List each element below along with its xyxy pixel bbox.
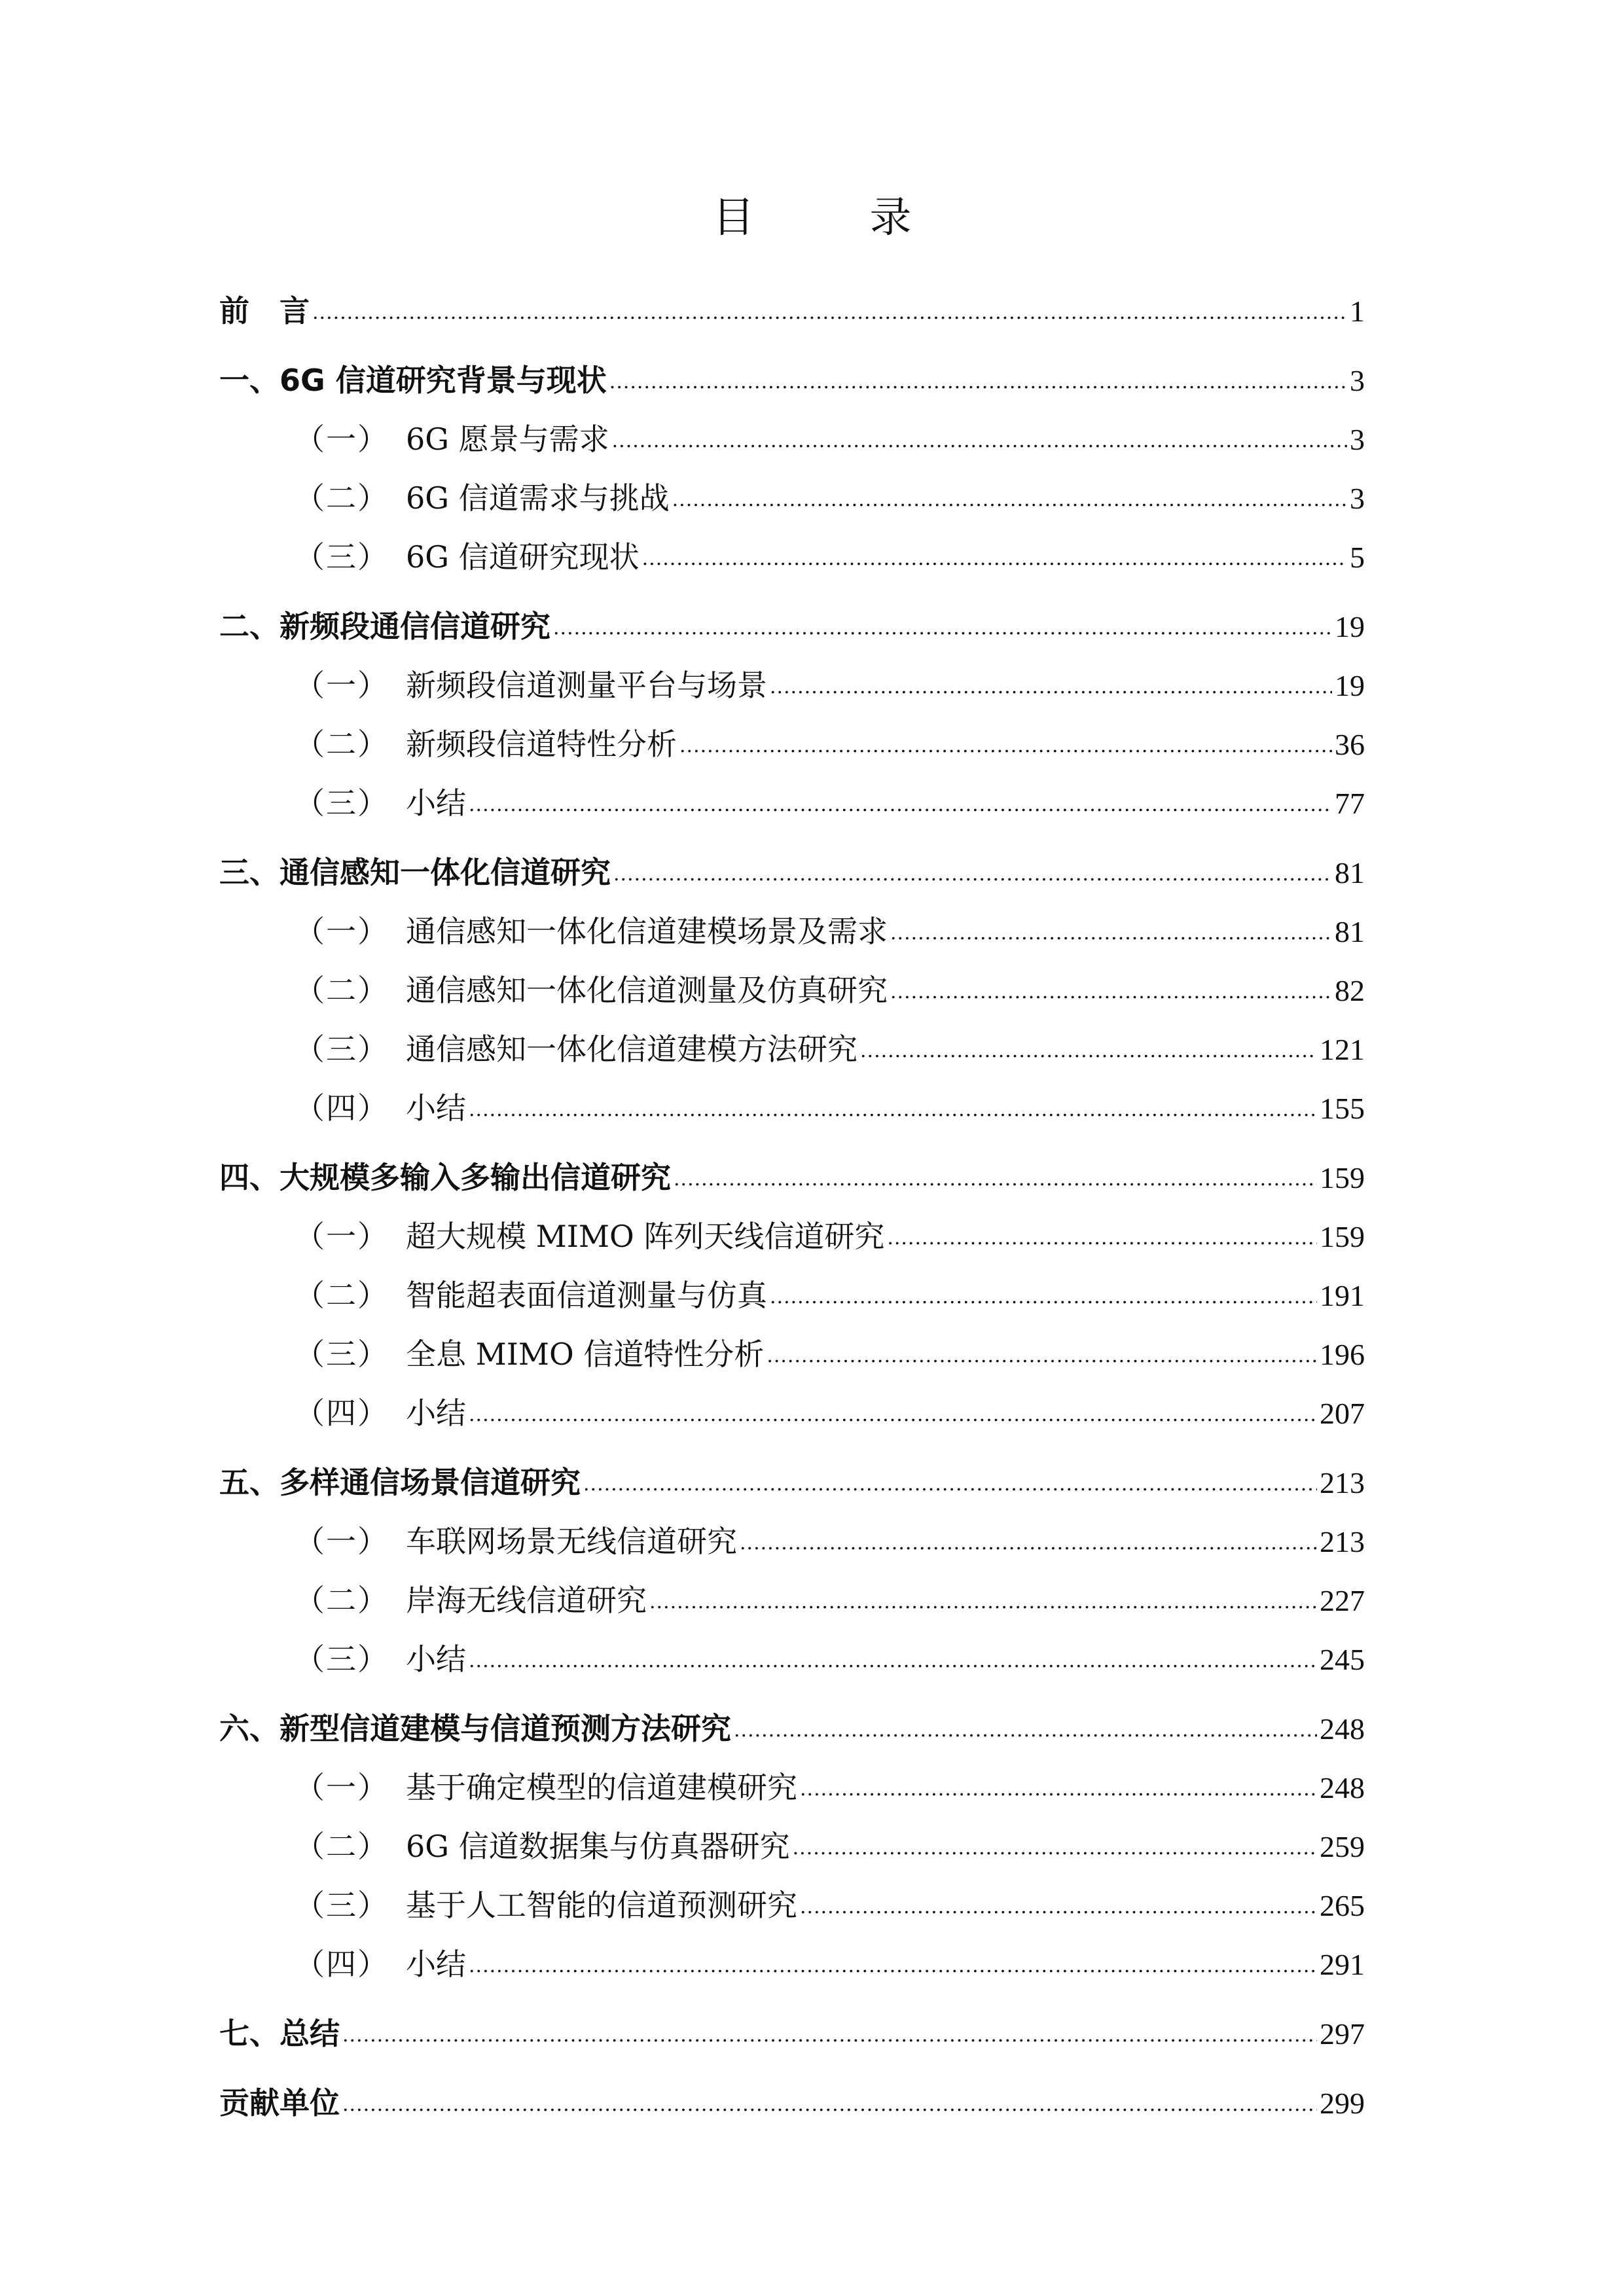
- toc-section-entry[interactable]: [219, 1384, 1365, 1443]
- toc-page-number: 297: [1320, 2017, 1365, 2051]
- toc-entry-number: （二）: [295, 726, 389, 762]
- toc-entry-title: 基于确定模型的信道建模研究: [406, 1770, 797, 1805]
- toc-section-entry[interactable]: [219, 1758, 1365, 1817]
- toc-page-number: 19: [1335, 669, 1365, 702]
- toc-entry-title: 6G 信道研究现状: [406, 539, 640, 575]
- toc-entry-number: 五、: [219, 1465, 280, 1500]
- toc-chapter-entry[interactable]: [219, 843, 1365, 902]
- toc-entry-title: 6G 愿景与需求: [406, 422, 609, 457]
- toc-entry-title: 6G 信道需求与挑战: [406, 480, 670, 516]
- toc-section-entry[interactable]: [219, 715, 1365, 774]
- toc-page-number: 81: [1335, 915, 1365, 948]
- toc-entry-title: 通信感知一体化信道建模场景及需求: [406, 914, 888, 949]
- toc-dot-leader: [890, 906, 1332, 942]
- toc-dot-leader: [800, 1880, 1317, 1916]
- toc-page-number: 121: [1320, 1033, 1365, 1066]
- toc-entry-title: 小结: [406, 1395, 466, 1431]
- toc-section-entry[interactable]: [219, 1325, 1365, 1384]
- toc-page-number: 227: [1320, 1584, 1365, 1617]
- toc-section-entry[interactable]: [219, 902, 1365, 961]
- toc-section-entry[interactable]: [219, 1571, 1365, 1630]
- toc-entry-title: 小结: [406, 785, 466, 821]
- toc-dot-leader: [887, 1211, 1317, 1247]
- toc-section-entry[interactable]: [219, 1630, 1365, 1689]
- toc-section-entry[interactable]: [219, 1266, 1365, 1325]
- toc-page-number: 159: [1320, 1161, 1365, 1194]
- toc-entry-title: 岸海无线信道研究: [406, 1583, 647, 1618]
- toc-entry-number: （一）: [295, 1524, 389, 1559]
- toc-page-number: 5: [1350, 541, 1365, 574]
- toc-dot-leader: [469, 778, 1332, 814]
- toc-entry-number: （三）: [295, 1641, 389, 1677]
- toc-dot-leader: [342, 2008, 1317, 2044]
- toc-entry-number: （三）: [295, 539, 389, 575]
- toc-entry-number: 四、: [219, 1160, 280, 1195]
- toc-dot-leader: [469, 1939, 1317, 1975]
- toc-page-number: 248: [1320, 1712, 1365, 1746]
- toc-entry-number: （一）: [295, 914, 389, 949]
- toc-entry-number: 三、: [219, 855, 280, 890]
- toc-entry-number: （二）: [295, 1829, 389, 1864]
- toc-page-number: 77: [1335, 787, 1365, 820]
- toc-entry-number: （一）: [295, 1770, 389, 1805]
- toc-dot-leader: [583, 1457, 1317, 1493]
- toc-dot-leader: [609, 355, 1347, 391]
- toc-section-entry[interactable]: [219, 1876, 1365, 1935]
- toc-section-entry[interactable]: [219, 961, 1365, 1020]
- toc-entry-number: （二）: [295, 973, 389, 1008]
- toc-dot-leader: [312, 285, 1347, 321]
- toc-entry-title: 智能超表面信道测量与仿真: [406, 1278, 767, 1313]
- toc-page-number: 36: [1335, 728, 1365, 761]
- toc-entry-number: （二）: [295, 1583, 389, 1618]
- toc-entry-title: 6G 信道研究背景与现状: [280, 363, 607, 398]
- toc-page-number: 291: [1320, 1948, 1365, 1981]
- toc-dot-leader: [469, 1634, 1317, 1670]
- toc-dot-leader: [674, 1152, 1317, 1188]
- toc-page-number: 259: [1320, 1830, 1365, 1863]
- toc-dot-leader: [342, 2077, 1317, 2113]
- toc-entry-number: 七、: [219, 2016, 280, 2051]
- toc-page-number: 159: [1320, 1220, 1365, 1253]
- page-title: 目 录: [712, 193, 948, 242]
- toc-page-number: 207: [1320, 1397, 1365, 1430]
- toc-entry-title: 通信感知一体化信道测量及仿真研究: [406, 973, 888, 1008]
- toc-entry-title: 总结: [280, 2016, 340, 2051]
- toc-page-number: 191: [1320, 1279, 1365, 1312]
- toc-page-number: 19: [1335, 610, 1365, 643]
- toc-chapter-entry[interactable]: [219, 2073, 1365, 2132]
- toc-page-number: 3: [1350, 364, 1365, 397]
- table-of-contents: [219, 281, 1365, 2132]
- toc-section-entry[interactable]: [219, 1512, 1365, 1571]
- toc-chapter-entry[interactable]: [219, 1148, 1365, 1207]
- toc-entry-title: 新型信道建模与信道预测方法研究: [280, 1711, 731, 1746]
- toc-chapter-entry[interactable]: [219, 1453, 1365, 1512]
- toc-entry-number: （三）: [295, 1031, 389, 1067]
- toc-entry-number: （一）: [295, 1219, 389, 1254]
- toc-entry-number: 六、: [219, 1711, 280, 1746]
- toc-entry-title: 通信感知一体化信道研究: [280, 855, 611, 890]
- toc-dot-leader: [793, 1821, 1317, 1857]
- toc-chapter-entry[interactable]: [219, 597, 1365, 656]
- toc-page-number: 81: [1335, 856, 1365, 889]
- toc-section-entry[interactable]: [219, 1020, 1365, 1079]
- toc-dot-leader: [770, 1270, 1317, 1306]
- toc-entry-number: （二）: [295, 1278, 389, 1313]
- toc-page-number: 82: [1335, 974, 1365, 1007]
- toc-entry-title: 多样通信场景信道研究: [280, 1465, 581, 1500]
- toc-entry-title: 超大规模 MIMO 阵列天线信道研究: [406, 1219, 885, 1254]
- toc-entry-title: 新频段通信信道研究: [280, 609, 550, 644]
- toc-dot-leader: [770, 660, 1332, 696]
- toc-entry-number: 二、: [219, 609, 280, 644]
- toc-entry-number: （一）: [295, 668, 389, 703]
- toc-dot-leader: [767, 1329, 1317, 1365]
- toc-entry-title: 小结: [406, 1641, 466, 1677]
- toc-entry-title: 新频段信道测量平台与场景: [406, 668, 767, 703]
- toc-dot-leader: [734, 1703, 1317, 1739]
- toc-page-number: 213: [1320, 1525, 1365, 1558]
- toc-entry-title: 基于人工智能的信道预测研究: [406, 1888, 797, 1923]
- toc-entry-number: （四）: [295, 1395, 389, 1431]
- toc-page-number: 245: [1320, 1643, 1365, 1676]
- toc-dot-leader: [800, 1762, 1317, 1798]
- toc-chapter-entry[interactable]: [219, 281, 1365, 340]
- toc-page-number: 1: [1350, 295, 1365, 328]
- toc-page-number: 196: [1320, 1338, 1365, 1371]
- toc-section-entry[interactable]: [219, 774, 1365, 833]
- toc-entry-number: （三）: [295, 785, 389, 821]
- toc-entry-title: 全息 MIMO 信道特性分析: [406, 1336, 765, 1372]
- toc-entry-number: 一、: [219, 363, 280, 398]
- toc-entry-title: 前 言: [219, 293, 310, 329]
- toc-dot-leader: [642, 531, 1347, 567]
- toc-chapter-entry[interactable]: [219, 2004, 1365, 2063]
- toc-entry-number: （二）: [295, 480, 389, 516]
- toc-section-entry[interactable]: [219, 1817, 1365, 1876]
- toc-section-entry[interactable]: [219, 1079, 1365, 1138]
- toc-dot-leader: [679, 719, 1332, 755]
- toc-entry-number: （三）: [295, 1336, 389, 1372]
- toc-entry-title: 小结: [406, 1090, 466, 1126]
- toc-entry-number: （四）: [295, 1946, 389, 1982]
- toc-dot-leader: [672, 473, 1347, 509]
- toc-chapter-entry[interactable]: [219, 351, 1365, 410]
- toc-dot-leader: [553, 601, 1332, 637]
- toc-entry-title: 6G 信道数据集与仿真器研究: [406, 1829, 790, 1864]
- toc-section-entry[interactable]: [219, 1207, 1365, 1266]
- toc-section-entry[interactable]: [219, 656, 1365, 715]
- toc-entry-title: 新频段信道特性分析: [406, 726, 677, 762]
- toc-entry-title: 通信感知一体化信道建模方法研究: [406, 1031, 857, 1067]
- toc-entry-number: （四）: [295, 1090, 389, 1126]
- toc-dot-leader: [469, 1388, 1317, 1424]
- toc-page-number: 265: [1320, 1889, 1365, 1922]
- toc-section-entry[interactable]: [219, 528, 1365, 586]
- toc-section-entry[interactable]: [219, 469, 1365, 528]
- toc-chapter-entry[interactable]: [219, 1699, 1365, 1758]
- toc-dot-leader: [890, 965, 1332, 1001]
- toc-page-number: 299: [1320, 2087, 1365, 2120]
- toc-entry-title: 贡献单位: [219, 2085, 340, 2121]
- toc-dot-leader: [649, 1575, 1317, 1611]
- toc-dot-leader: [740, 1516, 1317, 1552]
- toc-dot-leader: [860, 1024, 1317, 1060]
- toc-entry-number: （三）: [295, 1888, 389, 1923]
- toc-section-entry[interactable]: [219, 410, 1365, 469]
- toc-entry-title: 车联网场景无线信道研究: [406, 1524, 737, 1559]
- toc-entry-title: 小结: [406, 1946, 466, 1982]
- toc-entry-title: 大规模多输入多输出信道研究: [280, 1160, 671, 1195]
- toc-dot-leader: [613, 847, 1332, 883]
- toc-dot-leader: [612, 414, 1347, 450]
- toc-page-number: 3: [1350, 423, 1365, 456]
- toc-section-entry[interactable]: [219, 1935, 1365, 1994]
- toc-page-number: 3: [1350, 482, 1365, 515]
- toc-dot-leader: [469, 1083, 1317, 1119]
- toc-page-number: 213: [1320, 1466, 1365, 1499]
- toc-page-number: 248: [1320, 1771, 1365, 1804]
- toc-page-number: 155: [1320, 1092, 1365, 1125]
- toc-entry-number: （一）: [295, 422, 389, 457]
